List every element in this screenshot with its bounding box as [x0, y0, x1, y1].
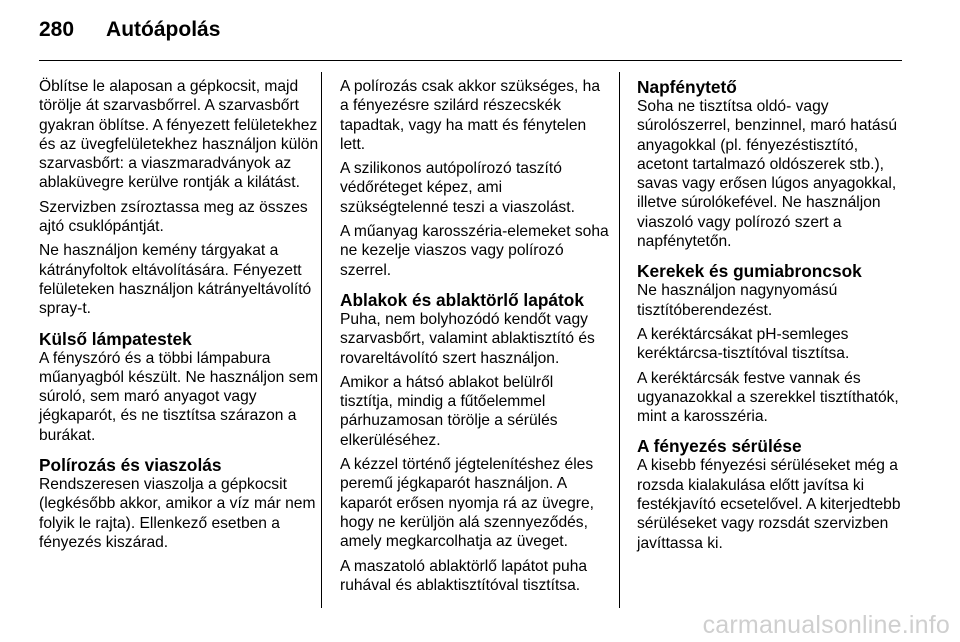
- paragraph-paint-damage: A kisebb fényezési sérüléseket még a rozsda kialakulása előtt javítsa ki festékjavító ecsetelővel. A kiterjedtebb sérüléseket vagy rozsdát szervizben javíttassa ki.: [637, 457, 901, 552]
- page-number: 280: [39, 18, 75, 41]
- paragraph-sunroof: Soha ne tisztítsa oldó- vagy súrolószerrel, benzinnel, maró hatású anyagokkal (pl. fényezéstisztító, acetont tartalmazó oldószerek stb.), savas vagy erősen lúgos anyagokkal, illetve súrolókefével. Ne használjon viaszoló vagy polírozó szert a napfénytetőn.: [637, 98, 898, 251]
- paragraph-tar: Ne használjon kemény tárgyakat a kátrányfoltok eltávolítására. Fényezett felületeken használjon kátrányeltávolító spray-t.: [39, 242, 312, 318]
- heading-windows-wipers: Ablakok és ablaktörlő lapátok: [340, 289, 584, 310]
- paragraph-rinse: Öblítse le alaposan a gépkocsit, majd törölje át szarvasbőrrel. A szarvasbőrt gyakran öblítse. A fényezett felületekhez és az üvegfelületekhez használjon külön szarvasbőrt: a viaszmaradványok az ablaküvegre kerülve rontják a kilátást.: [39, 78, 319, 192]
- paragraph-windows-cloth: Puha, nem bolyhozódó kendőt vagy szarvasbőrt, valamint ablaktisztító és rovareltávolító szert használjon.: [340, 310, 595, 367]
- heading-wheels-tyres: Kerekek és gumiabroncsok: [637, 261, 862, 282]
- paragraph-rear-window: Amikor a hátsó ablakot belülről tisztítja, mindig a fűtőelemmel párhuzamosan törölje a sérülés elkerüléséhez.: [340, 373, 558, 449]
- heading-exterior-lights: Külső lámpatestek: [39, 328, 192, 349]
- header-rule: [39, 60, 902, 61]
- paragraph-wiper-blades: A maszatoló ablaktörlő lapátot puha ruhával és ablaktisztítóval tisztítsa.: [340, 557, 588, 594]
- paragraph-ice-scraper: A kézzel történő jégtelenítéshez éles peremű jégkaparót használjon. A kaparót erősen nyomja rá az üvegre, hogy ne kerüljön alá szennyeződés, amely megkarcolhatja az üveget.: [340, 456, 594, 551]
- paragraph-hinges: Szervizben zsíroztassa meg az összes ajtó csuklópántját.: [39, 198, 308, 236]
- heading-polishing: Polírozás és viaszolás: [39, 455, 222, 476]
- paragraph-plastic-parts: A műanyag karosszéria-elemeket soha ne kezelje viaszos vagy polírozó szerrel.: [340, 223, 609, 279]
- heading-paint-damage: A fényezés sérülése: [637, 436, 802, 457]
- paragraph-polishing: Rendszeresen viaszolja a gépkocsit (legkésőbb akkor, amikor a víz már nem folyik le rajta). Ellenkező esetben a fényezés kiszárad.: [39, 476, 316, 551]
- paragraph-wheels-pressure: Ne használjon nagynyomású tisztítóberendezést.: [637, 282, 838, 319]
- column-2: [340, 77, 610, 600]
- paragraph-silicone: A szilikonos autópolírozó taszító védőréteget képez, ami szükségtelenné teszi a viaszolást.: [340, 160, 575, 216]
- column-3: [637, 77, 912, 558]
- column-1: [39, 77, 322, 557]
- watermark: carmanualsonline.info: [702, 611, 950, 639]
- column-divider-2: [619, 72, 620, 608]
- heading-sunroof: Napfénytető: [637, 77, 737, 97]
- page-header: [39, 12, 220, 48]
- paragraph-polish-need: A polírozás csak akkor szükséges, ha a fényezésre szilárd részecskék tapadtak, vagy ha matt és fénytelen lett.: [340, 78, 601, 153]
- paragraph-wheels-painted: A keréktárcsák festve vannak és ugyanazokkal a szerekkel tisztíthatók, mint a karosszéria.: [637, 369, 899, 426]
- page-title: Autóápolás: [106, 18, 221, 41]
- paragraph-wheels-ph: A keréktárcsákat pH-semleges keréktárcsa-tisztítóval tisztítsa.: [637, 325, 850, 363]
- paragraph-exterior-lights: A fényszóró és a többi lámpabura műanyagból készült. Ne használjon sem súroló, sem maró anyagot vagy jégkaparót, és ne tisztítsa szárazon a burákat.: [39, 349, 319, 444]
